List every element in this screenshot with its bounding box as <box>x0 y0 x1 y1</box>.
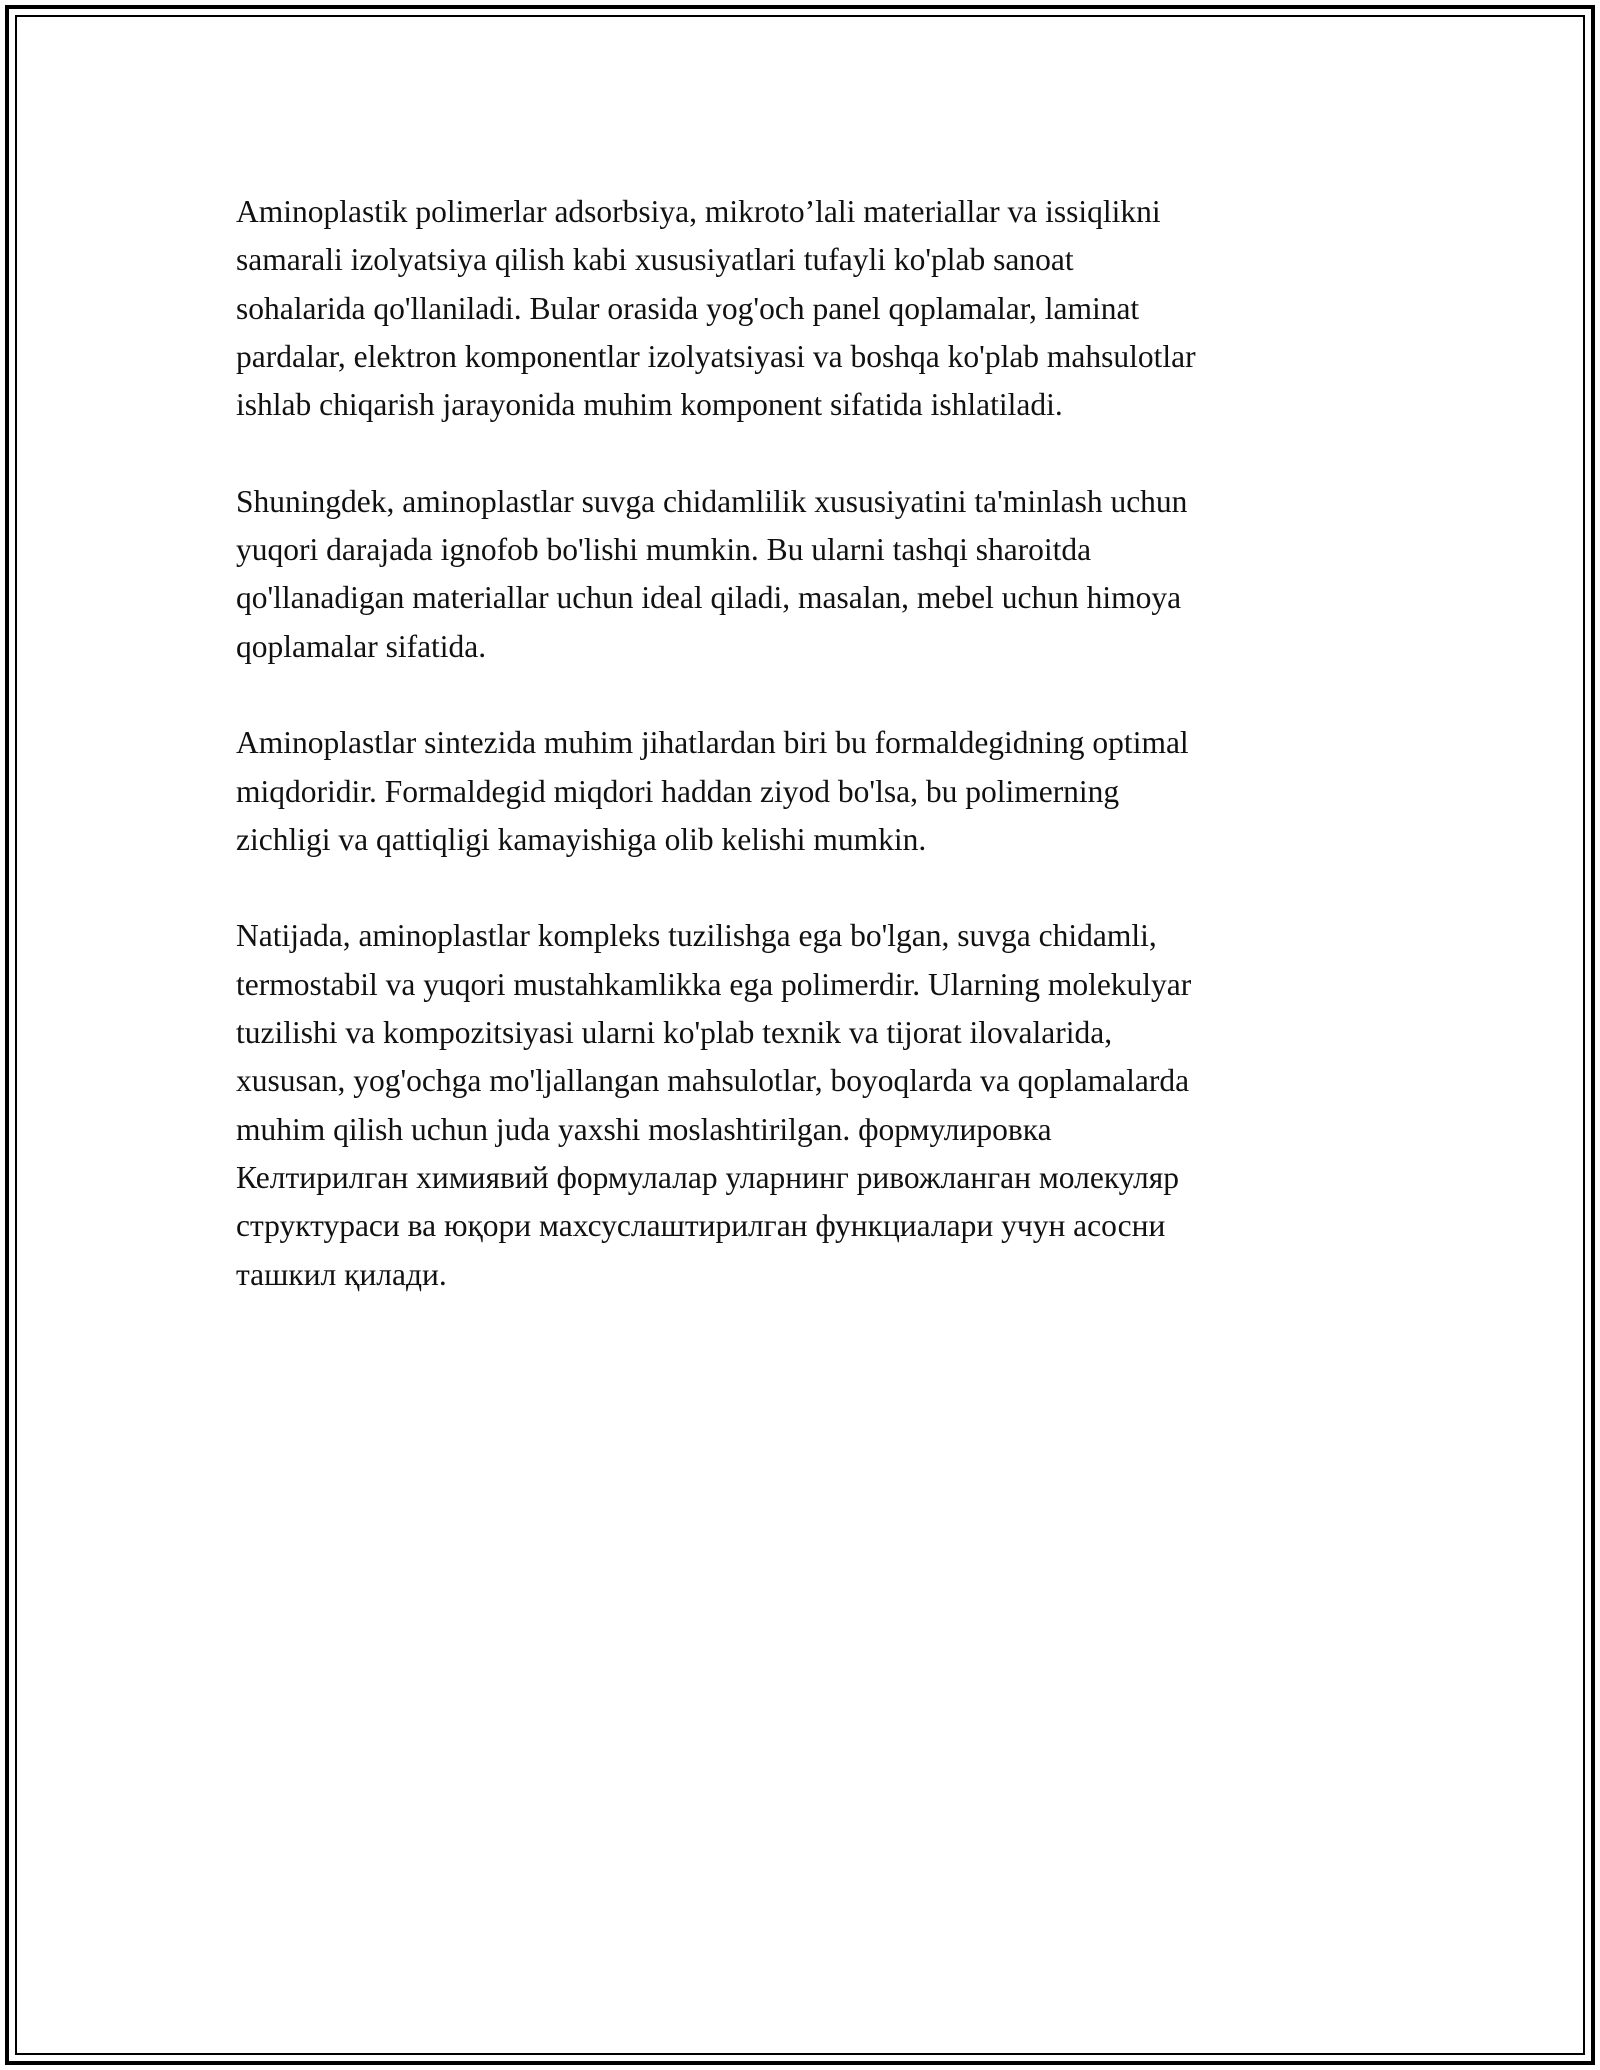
document-body <box>236 188 1386 1347</box>
paragraph-water-resistance: Shuningdek, aminoplastlar suvga chidamlilik xususiyatini ta'minlash uchun yuqori darajada ignofob bo'lishi mumkin. Bu ularni tashqi sharoitda qo'llanadigan materiallar uchun ideal qiladi, masalan, mebel uchun himoya qoplamalar sifatida. <box>236 483 1188 664</box>
paragraph-conclusion: Natijada, aminoplastlar kompleks tuzilishga ega bo'lgan, suvga chidamli, termostabil va yuqori mustahkamlikka ega polimerdir. Ularning molekulyar tuzilishi va kompozitsiyasi ularni ko'plab texnik va tijorat ilovalarida, xususan, yog'ochga mo'ljallangan mahsulotlar, boyoqlarda va qoplamalarda muhim qilish uchun juda yaxshi moslashtirilgan. формулировка Келтирилган химиявий формулалар уларнинг ривожланган молекуляр структураси ва юқори махсуслаштирилган функциалари учун асосни ташкил қилади. <box>236 918 1192 1292</box>
paragraph-applications: Aminoplastik polimerlar adsorbsiya, mikroto’lali materiallar va issiqlikni samarali izolyatsiya qilish kabi xususiyatlari tufayli ko'plab sanoat sohalarida qo'llaniladi. Bular orasida yog'och panel qoplamalar, laminat pardalar, elektron komponentlar izolyatsiyasi va boshqa ko'plab mahsulotlar ishlab chiqarish jarayonida muhim komponent sifatida ishlatiladi. <box>236 194 1196 423</box>
paragraph-formaldehyde: Aminoplastlar sintezida muhim jihatlardan biri bu formaldegidning optimal miqdoridir. Formaldegid miqdori haddan ziyod bo'lsa, bu polimerning zichligi va qattiqligi kamayishiga olib kelishi mumkin. <box>236 725 1189 857</box>
